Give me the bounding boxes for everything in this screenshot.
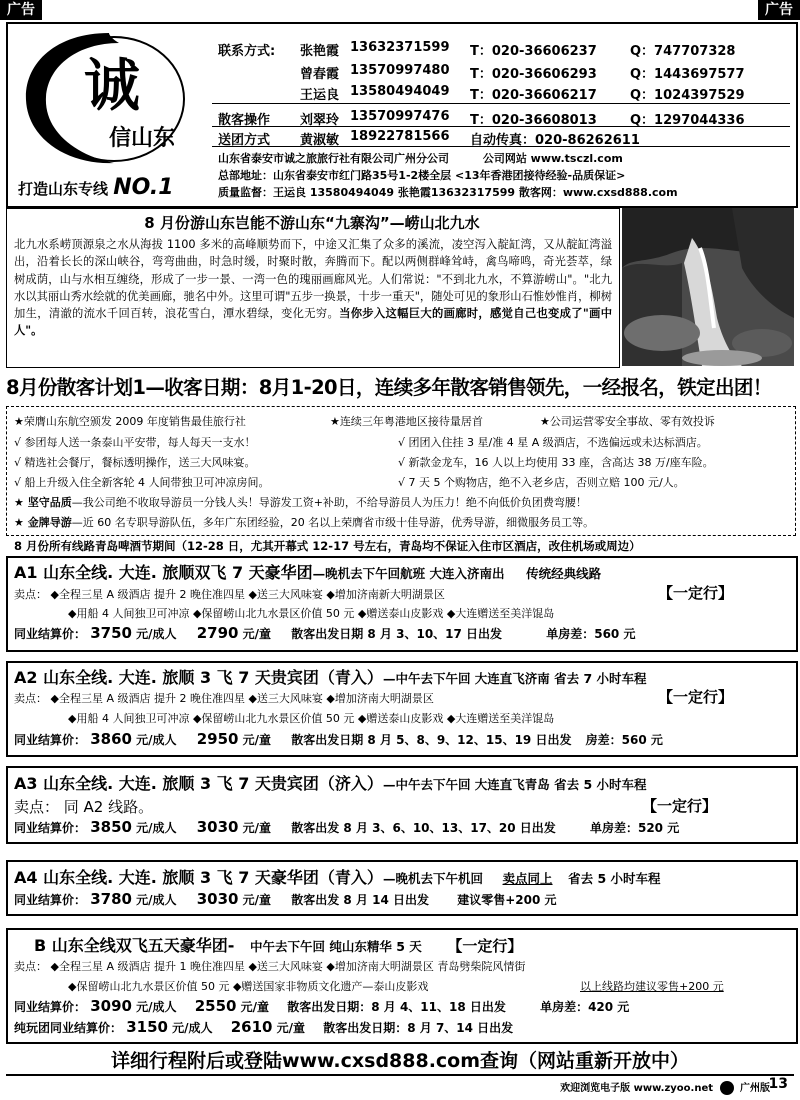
- feature-left-1: √ 参团每人送一条泰山平安带，每人每天一支水！: [14, 436, 256, 449]
- route-b-badge: 【一定行】: [447, 937, 523, 955]
- child-price: 3030: [196, 818, 239, 836]
- route-a4-price: [14, 890, 556, 908]
- ad-tag-left: 广告: [0, 0, 42, 20]
- pure-child-price: 2610: [230, 1018, 273, 1036]
- guide-text: —近 60 名专职导游队伍，多年广东团经验，20 名以上荣膺省市级十佳导游，优秀导游，细微服务员工等。: [71, 516, 595, 529]
- single-supplement: 单房差：520 元: [589, 821, 680, 835]
- intro-title: 8 月份游山东岂能不游山东“九寨沟”—崂山北九水: [144, 214, 480, 232]
- child-price: 3030: [196, 890, 239, 908]
- contact-qq: Q：1297044336: [630, 113, 745, 128]
- route-a2-title: [14, 665, 647, 688]
- departure-dates: 散客出发 8 月 14 日出发: [291, 893, 429, 907]
- route-b-pure-price: [14, 1018, 513, 1036]
- pure-departure-dates: 散客出发日期：8 月 7、14 日出发: [323, 1021, 514, 1035]
- child-price: 2550: [194, 997, 237, 1015]
- route-title: B 山东全线双飞五天豪华团-: [34, 936, 235, 955]
- waterfall-photo: [622, 208, 794, 366]
- route-subtitle: 中午去下午回 纯山东精华 5 天: [250, 939, 422, 954]
- route-subtitle: —晚机去下午回航班 大连入济南出: [312, 566, 505, 581]
- feature-left-2: √ 精选社会餐厅，餐标透明操作，送三大风味宴。: [14, 456, 256, 469]
- contact-mobile: 13632371599: [350, 40, 450, 55]
- single-supplement: 单房差：420 元: [540, 1000, 630, 1014]
- child-unit: 元/童: [242, 627, 272, 641]
- logo-char: 诚: [84, 53, 140, 119]
- adult-price: 3850: [90, 818, 132, 836]
- adult-unit: 元/成人: [136, 733, 177, 747]
- bottom-text: 欢迎浏览电子版 www.zyoo.net: [560, 1083, 714, 1094]
- contact-label: 联系方式:: [218, 44, 276, 59]
- adult-unit: 元/成人: [136, 627, 177, 641]
- route-a1-title: [14, 560, 601, 583]
- single-supplement: 单房差：560 元: [546, 627, 636, 641]
- route-a2-points-2: ◆用船 4 人间独卫可冲凉 ◆保留崂山北九水景区价值 50 元 ◆赠送泰山皮影戏 ◆大连赠送至美洋馄岛: [68, 712, 555, 725]
- route-a2-badge: 【一定行】: [658, 688, 734, 706]
- route-b-title: [34, 933, 522, 956]
- contact-name: 王运良: [300, 88, 340, 103]
- feature-right-3: √ 7 天 5 个购物店，绝不入老乡店，否则立赔 100 元/人。: [398, 476, 685, 489]
- feature-right-2: √ 新款金龙车，16 人以上均使用 33 座，含高达 38 万/座车险。: [398, 456, 714, 469]
- route-tail: 省去 5 小时车程: [568, 871, 661, 886]
- route-a3-price: [14, 818, 679, 836]
- contact-label: 散客操作: [218, 113, 271, 128]
- delivery-mobile: 18922781566: [350, 129, 450, 144]
- route-tag: 传统经典线路: [526, 566, 602, 581]
- logo-subtext: 信山东: [109, 125, 176, 151]
- route-a3-title: [14, 771, 647, 794]
- contact-name: 张艳霞: [300, 44, 340, 59]
- company-line: [218, 150, 623, 166]
- contact-name: 曾春霞: [300, 67, 340, 82]
- price-label: 同业结算价：: [14, 627, 87, 641]
- child-price: 2950: [196, 730, 239, 748]
- bottom-rule: [6, 1074, 794, 1076]
- guide-team: [14, 514, 594, 530]
- route-a3-badge: 【一定行】: [642, 797, 718, 815]
- page-number: 13: [768, 1076, 788, 1092]
- child-unit: 元/童: [242, 733, 272, 747]
- award-1: ★荣膺山东航空颁发 2009 年度销售最佳旅行社: [14, 415, 246, 428]
- contact-qq: Q：1443697577: [630, 67, 745, 82]
- price-label: 同业结算价：: [14, 1000, 87, 1014]
- slogan-no1: NO.1: [113, 175, 174, 200]
- logo-slogan: [18, 175, 174, 200]
- child-unit: 元/童: [242, 821, 272, 835]
- route-subtitle: —晚机去下午机回: [382, 871, 483, 886]
- single-supplement: 房差：560 元: [585, 733, 663, 747]
- route-title: A2 山东全线. 大连. 旅顺 3 飞 7 天贵宾团（青入）: [14, 668, 383, 687]
- route-title: A1 山东全线. 大连. 旅顺双飞 7 天豪华团: [14, 563, 313, 582]
- contact-tel: T：020-36606217: [470, 88, 597, 103]
- route-subtitle: —中午去下午回 大连直飞济南 省去 7 小时车程: [382, 671, 647, 686]
- contact-qq: Q：747707328: [630, 44, 736, 59]
- child-unit: 元/童: [240, 1000, 270, 1014]
- bottom-info: [560, 1079, 770, 1095]
- route-a1-badge: 【一定行】: [658, 584, 734, 602]
- contact-name: 刘翠玲: [300, 113, 340, 128]
- footer-website-line: 详细行程附后或登陆www.cxsd888.com查询（网站重新开放中）: [110, 1050, 690, 1072]
- contact-tel: T：020-36608013: [470, 113, 597, 128]
- divider: [212, 103, 790, 104]
- adult-price: 3750: [90, 624, 132, 642]
- ad-tag-right: 广告: [758, 0, 800, 20]
- adult-unit: 元/成人: [136, 1000, 177, 1014]
- route-b-points-2: ◆保留崂山北九水景区价值 50 元 ◆赠送国家非物质文化遗产—泰山皮影戏: [68, 980, 429, 993]
- slogan-prefix: 打造山东专线: [18, 180, 109, 198]
- adult-unit: 元/成人: [136, 893, 177, 907]
- departure-dates: 散客出发日期 8 月 5、8、9、12、15、19 日出发: [291, 733, 572, 747]
- route-a1-points-1: 卖点： ◆全程三星 A 级酒店 提升 2 晚住准四星 ◆送三大风味宴 ◆增加济南新大明湖景区: [14, 588, 445, 601]
- child-price: 2790: [196, 624, 239, 642]
- award-2: ★连续三年粤港地区接待量居首: [330, 415, 483, 428]
- contact-tel: T：020-36606293: [470, 67, 597, 82]
- contact-mobile: 13570997476: [350, 109, 450, 124]
- company-name: 山东省泰安市诚之旅旅行社有限公司广州分公司: [218, 152, 449, 165]
- pure-price-label: 纯玩团同业结算价：: [14, 1021, 123, 1035]
- suggested-retail: 建议零售+200 元: [457, 893, 557, 907]
- adult-price: 3090: [90, 997, 132, 1015]
- route-title: A4 山东全线. 大连. 旅顺 3 飞 7 天豪华团（青入）: [14, 868, 383, 887]
- route-b-price: [14, 997, 629, 1015]
- intro-text: 北九水系崂顶源泉之水从海拔 1100 多米的高峰顺势而下，中途又汇集了众多的溪流，凌空泻入靛缸湾，又从靛缸湾溢出，沿着长长的深山峡谷，弯弯曲曲，时急时缓，时聚时散，奔腾而下。配以两侧群峰耸峙，禽鸟啼鸣，奇光荟萃，绿树成荫，山与水相互缠绕，形成了一步一景、一湾一色的瑰丽画廊风光。人们常说："不到北九水，不算游崂山"。"北九水以其丽山秀水绘就的优美画廊，驰名中外。这里可谓"五步一换景，十步一重天"，随处可见的象形山石惟妙惟肖，柳树加生，清澈的流水千回百转，浪花雪白，潭水碧绿，变化无穷。: [14, 238, 612, 321]
- delivery-fax: 自动传真：020-86262611: [470, 133, 640, 148]
- route-a1-points-2: ◆用船 4 人间独卫可冲凉 ◆保留崂山北九水景区价值 50 元 ◆赠送泰山皮影戏 ◆大连赠送至美洋馄岛: [68, 607, 555, 620]
- adult-unit: 元/成人: [172, 1021, 213, 1035]
- route-points-same: 卖点同上: [502, 871, 553, 886]
- adult-price: 3780: [90, 890, 132, 908]
- plan-title: 8月份散客计划1—收客日期：8月1-20日，连续多年散客销售领先，一经报名，铁定出团！: [6, 376, 772, 399]
- price-label: 同业结算价：: [14, 893, 87, 907]
- beer-festival-notice: 8 月份所有线路青岛啤酒节期间（12-28 日，尤其开幕式 12-17 号左右，青岛均不保证入住市区酒店，改住机场或周边）: [14, 539, 641, 553]
- adult-unit: 元/成人: [136, 821, 177, 835]
- route-a4-title: [14, 865, 661, 888]
- divider: [212, 126, 790, 127]
- edition-icon: [720, 1081, 734, 1095]
- feature-right-1: √ 团团入住挂 3 星/准 4 星 A 级酒店，不选偏远或未达标酒店。: [398, 436, 708, 449]
- pure-adult-price: 3150: [126, 1018, 168, 1036]
- contact-qq: Q：1024397529: [630, 88, 745, 103]
- route-subtitle: —中午去下午回 大连直飞青岛 省去 5 小时车程: [382, 777, 647, 792]
- delivery-label: 送团方式: [218, 133, 271, 148]
- company-logo: [14, 25, 204, 200]
- child-unit: 元/童: [276, 1021, 306, 1035]
- feature-left-3: √ 船上升级入住全新客轮 4 人间带独卫可冲凉房间。: [14, 476, 270, 489]
- price-label: 同业结算价：: [14, 821, 87, 835]
- route-a2-points-1: 卖点： ◆全程三星 A 级酒店 提升 2 晚住准四星 ◆送三大风味宴 ◆增加济南大明湖景区: [14, 692, 434, 705]
- quality-supervision: 质量监督：王运良 13580494049 张艳霞13632317599 散客网：www.cxsd888.com: [218, 186, 678, 199]
- route-b-suggest: 以上线路均建议零售+200 元: [580, 980, 724, 993]
- route-b-points-1: 卖点： ◆全程三星 A 级酒店 提升 1 晚住准四星 ◆送三大风味宴 ◆增加济南大明湖景区 青岛劈柴院风情街: [14, 960, 526, 973]
- departure-dates: 散客出发日期 8 月 3、10、17 日出发: [291, 627, 503, 641]
- route-a3-points: 卖点： 同 A2 线路。: [14, 798, 154, 816]
- child-unit: 元/童: [242, 893, 272, 907]
- delivery-name: 黄淑敏: [300, 133, 340, 148]
- contact-tel: T：020-36606237: [470, 44, 597, 59]
- logo-emblem: [14, 25, 204, 175]
- departure-dates: 散客出发 8 月 3、6、10、13、17、20 日出发: [291, 821, 556, 835]
- price-label: 同业结算价：: [14, 733, 87, 747]
- intro-emphasis: 当你步入这幅巨大的画廊时，感觉自己也变成了"画中人"。: [14, 307, 612, 338]
- departure-dates: 散客出发日期：8 月 4、11、18 日出发: [287, 1000, 506, 1014]
- award-3: ★公司运营零安全事故、零有效投诉: [540, 415, 715, 428]
- route-a1-price: [14, 624, 635, 642]
- quality-label: ★ 坚守品质: [14, 496, 72, 509]
- route-title: A3 山东全线. 大连. 旅顺 3 飞 7 天贵宾团（济入）: [14, 774, 383, 793]
- quality-text: —我公司绝不收取导游员一分钱人头！导游发工资+补助，不给导游员人为压力！绝不向低价负团费弯腰！: [71, 496, 587, 509]
- contact-mobile: 13570997480: [350, 63, 450, 78]
- divider: [212, 146, 790, 147]
- quality-commitment: [14, 494, 587, 510]
- company-website: 公司网站 www.tsczl.com: [482, 152, 623, 165]
- edition: 广州版: [740, 1083, 770, 1094]
- route-a2-price: [14, 730, 663, 748]
- adult-price: 3860: [90, 730, 132, 748]
- hq-address: 总部地址：山东省泰安市红门路35号1-2楼全层 <13年香港团接待经验-品质保证>: [218, 169, 626, 182]
- intro-body: [14, 236, 612, 340]
- guide-label: ★ 金牌导游: [14, 516, 72, 529]
- contact-mobile: 13580494049: [350, 84, 450, 99]
